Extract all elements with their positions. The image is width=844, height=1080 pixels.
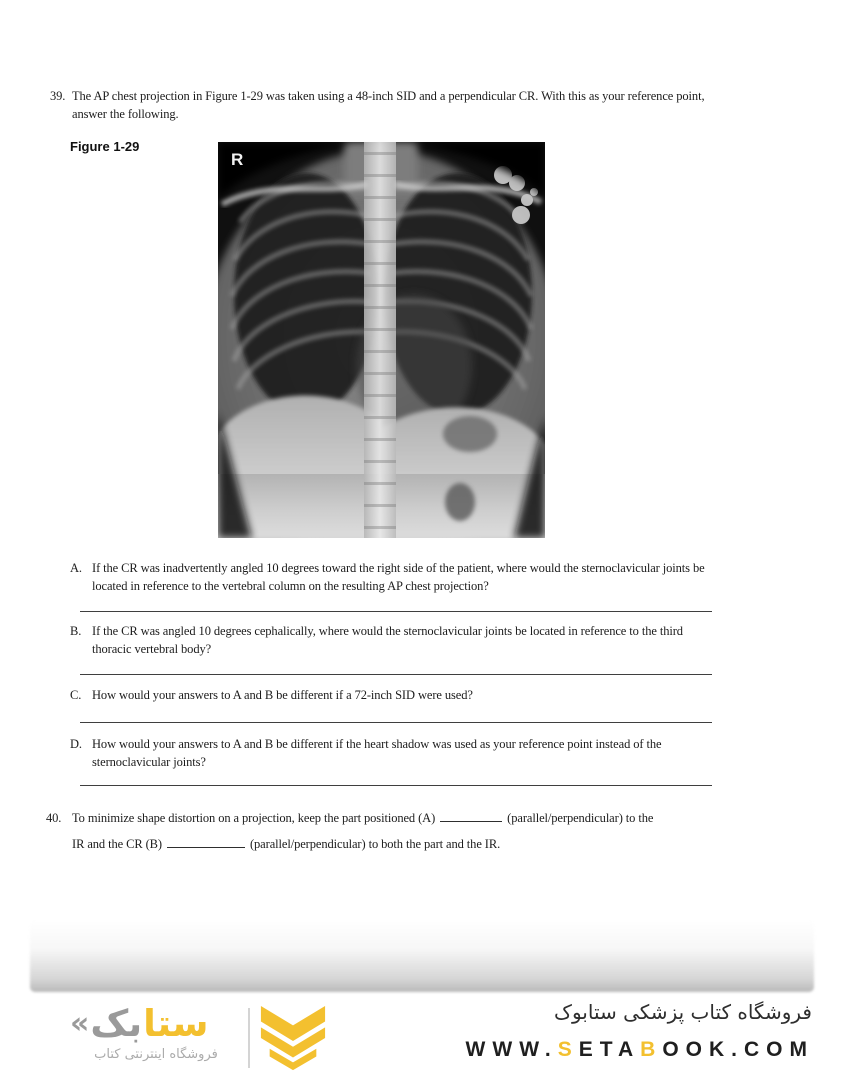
answer-line-b [80,674,712,675]
store-title: فروشگاه کتاب پزشکی ستابوک [554,1000,812,1024]
fill-blank-a [440,809,502,822]
site-url [466,1038,814,1062]
question-40-line2-after: (parallel/perpendicular) to both the part and the IR. [249,836,501,851]
logo-tagline: فروشگاه اینترنتی کتاب [94,1047,218,1062]
question-40-number: 40. [46,811,62,825]
question-39c-letter: C. [70,688,82,702]
question-40-line1-before: To minimize shape distortion on a projection, keep the part positioned (A) [72,811,436,825]
logo-wordmark-yellow: ستا [143,1002,209,1045]
logo-wordmark-gray: بک [90,1002,143,1045]
question-39b-text: If the CR was angled 10 degrees cephalically, where would the sternoclavicular joints be located in reference to the third thoracic vertebral body? [92,624,683,656]
question-39d-letter: D. [70,737,82,751]
question-39c-text: How would your answers to A and B be different if a 72-inch SID were used? [92,688,473,702]
site-url-part-accent: B [640,1038,663,1061]
logo-divider [248,1008,250,1068]
question-39c [70,686,715,704]
site-url-part-accent: S [557,1038,579,1061]
question-39 [50,87,714,123]
question-39-text: The AP chest projection in Figure 1-29 was taken using a 48-inch SID and a perpendicular CR. With this as your reference point, answer the following. [72,89,705,121]
setabook-chevron-icon [258,1004,328,1074]
fill-blank-b [167,835,245,848]
question-39a-letter: A. [70,561,82,575]
site-url-part: WWW. [465,1038,558,1061]
question-39d [70,735,715,771]
answer-line-a [80,611,712,612]
question-39b-letter: B. [70,624,82,638]
logo-guillemet: « [70,1006,90,1041]
question-39a [70,559,715,595]
setabook-wordmark [70,1002,242,1045]
chest-xray-image [218,142,545,538]
question-39d-text: How would your answers to A and B be different if the heart shadow was used as your reference point instead of the sternoclavicular joints? [92,737,662,769]
site-url-part: OOK.COM [662,1038,814,1061]
question-40-text [72,806,738,857]
question-40-line2-before: IR and the CR (B) [72,836,162,851]
question-39a-text: If the CR was inadvertently angled 10 degrees toward the right side of the patient, where would the sternoclavicular joints be located in reference to the vertebral column on the resulting AP chest projection? [92,561,705,593]
figure-label: Figure 1-29 [70,139,140,154]
answer-line-d [80,785,712,786]
page-bottom-shadow [30,920,814,992]
question-39b [70,622,715,658]
question-40-line1-after: (parallel/perpendicular) to the [507,811,654,825]
site-url-part: ETA [578,1038,641,1061]
question-39-number: 39. [50,89,66,103]
right-side-marker: R [231,150,244,169]
question-40 [46,806,738,857]
answer-line-c [80,722,712,723]
setabook-logo [70,1002,242,1062]
figure-1-29-radiograph [218,142,545,538]
